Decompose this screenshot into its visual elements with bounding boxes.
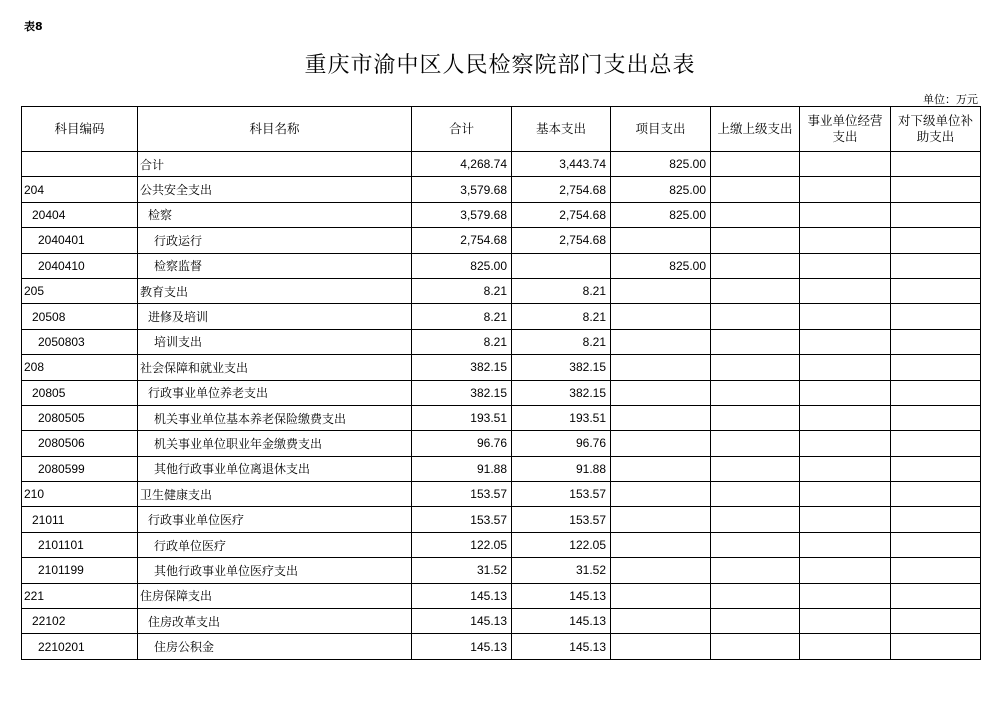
header-cell: 事业单位经营支出 bbox=[800, 107, 891, 152]
header-cell: 合计 bbox=[412, 107, 512, 152]
basic-expenditure-cell: 153.57 bbox=[512, 482, 611, 507]
basic-expenditure-cell: 3,443.74 bbox=[512, 152, 611, 177]
basic-expenditure-cell: 153.57 bbox=[512, 507, 611, 532]
subject-code-cell: 20508 bbox=[22, 304, 138, 329]
basic-expenditure-cell: 122.05 bbox=[512, 532, 611, 557]
basic-expenditure-cell: 8.21 bbox=[512, 278, 611, 303]
subject-name-cell: 检察监督 bbox=[138, 253, 412, 278]
upper-level-cell bbox=[711, 355, 800, 380]
project-expenditure-cell: 825.00 bbox=[611, 152, 711, 177]
subject-name-cell: 行政单位医疗 bbox=[138, 532, 412, 557]
table-row bbox=[22, 558, 981, 583]
table-row bbox=[22, 278, 981, 303]
business-operation-cell bbox=[800, 583, 891, 608]
total-cell: 2,754.68 bbox=[412, 228, 512, 253]
total-cell: 4,268.74 bbox=[412, 152, 512, 177]
subject-code-cell: 2040410 bbox=[22, 253, 138, 278]
business-operation-cell bbox=[800, 634, 891, 659]
table-row bbox=[22, 482, 981, 507]
subject-code-cell: 2080505 bbox=[22, 405, 138, 430]
total-cell: 153.57 bbox=[412, 482, 512, 507]
subsidy-cell bbox=[891, 431, 981, 456]
table-row bbox=[22, 253, 981, 278]
business-operation-cell bbox=[800, 329, 891, 354]
basic-expenditure-cell: 2,754.68 bbox=[512, 177, 611, 202]
subject-name-cell: 住房保障支出 bbox=[138, 583, 412, 608]
subject-name-cell: 行政事业单位医疗 bbox=[138, 507, 412, 532]
project-expenditure-cell bbox=[611, 507, 711, 532]
project-expenditure-cell bbox=[611, 532, 711, 557]
business-operation-cell bbox=[800, 431, 891, 456]
subject-code-cell: 2101199 bbox=[22, 558, 138, 583]
subject-name-cell: 进修及培训 bbox=[138, 304, 412, 329]
table-row bbox=[22, 532, 981, 557]
project-expenditure-cell bbox=[611, 228, 711, 253]
subject-code-cell: 221 bbox=[22, 583, 138, 608]
business-operation-cell bbox=[800, 405, 891, 430]
unit-label: 单位：万元 bbox=[923, 93, 978, 106]
project-expenditure-cell: 825.00 bbox=[611, 202, 711, 227]
total-cell: 145.13 bbox=[412, 634, 512, 659]
table-row bbox=[22, 456, 981, 481]
project-expenditure-cell bbox=[611, 355, 711, 380]
business-operation-cell bbox=[800, 507, 891, 532]
total-cell: 3,579.68 bbox=[412, 177, 512, 202]
business-operation-cell bbox=[800, 202, 891, 227]
project-expenditure-cell: 825.00 bbox=[611, 177, 711, 202]
upper-level-cell bbox=[711, 380, 800, 405]
project-expenditure-cell bbox=[611, 456, 711, 481]
table-row bbox=[22, 202, 981, 227]
project-expenditure-cell: 825.00 bbox=[611, 253, 711, 278]
subsidy-cell bbox=[891, 380, 981, 405]
upper-level-cell bbox=[711, 532, 800, 557]
subject-name-cell: 其他行政事业单位离退休支出 bbox=[138, 456, 412, 481]
business-operation-cell bbox=[800, 532, 891, 557]
project-expenditure-cell bbox=[611, 304, 711, 329]
business-operation-cell bbox=[800, 609, 891, 634]
subsidy-cell bbox=[891, 177, 981, 202]
table-row bbox=[22, 583, 981, 608]
basic-expenditure-cell bbox=[512, 253, 611, 278]
basic-expenditure-cell: 96.76 bbox=[512, 431, 611, 456]
subject-name-cell: 教育支出 bbox=[138, 278, 412, 303]
subsidy-cell bbox=[891, 482, 981, 507]
subject-code-cell: 2101101 bbox=[22, 532, 138, 557]
basic-expenditure-cell: 91.88 bbox=[512, 456, 611, 481]
total-cell: 8.21 bbox=[412, 304, 512, 329]
basic-expenditure-cell: 382.15 bbox=[512, 380, 611, 405]
subject-code-cell: 2040401 bbox=[22, 228, 138, 253]
subsidy-cell bbox=[891, 609, 981, 634]
business-operation-cell bbox=[800, 177, 891, 202]
subsidy-cell bbox=[891, 202, 981, 227]
subject-name-cell: 住房公积金 bbox=[138, 634, 412, 659]
project-expenditure-cell bbox=[611, 278, 711, 303]
upper-level-cell bbox=[711, 583, 800, 608]
subject-name-cell: 培训支出 bbox=[138, 329, 412, 354]
upper-level-cell bbox=[711, 278, 800, 303]
table-row bbox=[22, 634, 981, 659]
subsidy-cell bbox=[891, 405, 981, 430]
project-expenditure-cell bbox=[611, 380, 711, 405]
subject-code-cell: 21011 bbox=[22, 507, 138, 532]
business-operation-cell bbox=[800, 558, 891, 583]
subject-name-cell: 社会保障和就业支出 bbox=[138, 355, 412, 380]
subject-name-cell: 行政事业单位养老支出 bbox=[138, 380, 412, 405]
basic-expenditure-cell: 145.13 bbox=[512, 609, 611, 634]
total-cell: 3,579.68 bbox=[412, 202, 512, 227]
subsidy-cell bbox=[891, 304, 981, 329]
project-expenditure-cell bbox=[611, 609, 711, 634]
table-row bbox=[22, 228, 981, 253]
table-row bbox=[22, 355, 981, 380]
upper-level-cell bbox=[711, 329, 800, 354]
subject-code-cell: 2210201 bbox=[22, 634, 138, 659]
table-row bbox=[22, 507, 981, 532]
subject-code-cell: 205 bbox=[22, 278, 138, 303]
upper-level-cell bbox=[711, 456, 800, 481]
subsidy-cell bbox=[891, 253, 981, 278]
business-operation-cell bbox=[800, 380, 891, 405]
subject-code-cell: 2050803 bbox=[22, 329, 138, 354]
project-expenditure-cell bbox=[611, 634, 711, 659]
upper-level-cell bbox=[711, 152, 800, 177]
project-expenditure-cell bbox=[611, 431, 711, 456]
header-cell: 科目编码 bbox=[22, 107, 138, 152]
subsidy-cell bbox=[891, 558, 981, 583]
basic-expenditure-cell: 31.52 bbox=[512, 558, 611, 583]
subject-name-cell: 机关事业单位职业年金缴费支出 bbox=[138, 431, 412, 456]
basic-expenditure-cell: 2,754.68 bbox=[512, 228, 611, 253]
header-cell: 上缴上级支出 bbox=[711, 107, 800, 152]
business-operation-cell bbox=[800, 278, 891, 303]
total-cell: 145.13 bbox=[412, 583, 512, 608]
subject-code-cell: 20805 bbox=[22, 380, 138, 405]
upper-level-cell bbox=[711, 634, 800, 659]
total-cell: 382.15 bbox=[412, 355, 512, 380]
subject-name-cell: 公共安全支出 bbox=[138, 177, 412, 202]
subject-code-cell: 2080506 bbox=[22, 431, 138, 456]
business-operation-cell bbox=[800, 482, 891, 507]
upper-level-cell bbox=[711, 202, 800, 227]
total-cell: 382.15 bbox=[412, 380, 512, 405]
business-operation-cell bbox=[800, 456, 891, 481]
total-cell: 122.05 bbox=[412, 532, 512, 557]
upper-level-cell bbox=[711, 507, 800, 532]
project-expenditure-cell bbox=[611, 583, 711, 608]
subsidy-cell bbox=[891, 355, 981, 380]
total-cell: 153.57 bbox=[412, 507, 512, 532]
subject-code-cell: 20404 bbox=[22, 202, 138, 227]
upper-level-cell bbox=[711, 558, 800, 583]
subject-code-cell: 208 bbox=[22, 355, 138, 380]
basic-expenditure-cell: 8.21 bbox=[512, 304, 611, 329]
basic-expenditure-cell: 145.13 bbox=[512, 634, 611, 659]
subsidy-cell bbox=[891, 532, 981, 557]
subject-code-cell: 204 bbox=[22, 177, 138, 202]
subsidy-cell bbox=[891, 583, 981, 608]
table-row bbox=[22, 304, 981, 329]
total-cell: 96.76 bbox=[412, 431, 512, 456]
expenditure-table bbox=[21, 106, 981, 660]
total-cell: 8.21 bbox=[412, 278, 512, 303]
subject-name-cell: 卫生健康支出 bbox=[138, 482, 412, 507]
table-header-row bbox=[22, 107, 981, 152]
header-cell: 对下级单位补助支出 bbox=[891, 107, 981, 152]
table-row bbox=[22, 431, 981, 456]
basic-expenditure-cell: 8.21 bbox=[512, 329, 611, 354]
subject-code-cell: 2080599 bbox=[22, 456, 138, 481]
table-number-label: 表8 bbox=[24, 20, 43, 33]
project-expenditure-cell bbox=[611, 558, 711, 583]
upper-level-cell bbox=[711, 431, 800, 456]
business-operation-cell bbox=[800, 355, 891, 380]
upper-level-cell bbox=[711, 304, 800, 329]
basic-expenditure-cell: 145.13 bbox=[512, 583, 611, 608]
subject-name-cell: 机关事业单位基本养老保险缴费支出 bbox=[138, 405, 412, 430]
subject-code-cell bbox=[22, 152, 138, 177]
upper-level-cell bbox=[711, 177, 800, 202]
subject-name-cell: 行政运行 bbox=[138, 228, 412, 253]
header-cell: 项目支出 bbox=[611, 107, 711, 152]
basic-expenditure-cell: 2,754.68 bbox=[512, 202, 611, 227]
total-cell: 8.21 bbox=[412, 329, 512, 354]
page-title: 重庆市渝中区人民检察院部门支出总表 bbox=[304, 53, 696, 78]
subsidy-cell bbox=[891, 278, 981, 303]
business-operation-cell bbox=[800, 152, 891, 177]
table-row bbox=[22, 380, 981, 405]
subject-code-cell: 22102 bbox=[22, 609, 138, 634]
business-operation-cell bbox=[800, 253, 891, 278]
business-operation-cell bbox=[800, 228, 891, 253]
header-cell: 科目名称 bbox=[138, 107, 412, 152]
header-cell: 基本支出 bbox=[512, 107, 611, 152]
subject-name-cell: 其他行政事业单位医疗支出 bbox=[138, 558, 412, 583]
project-expenditure-cell bbox=[611, 405, 711, 430]
table-row bbox=[22, 177, 981, 202]
subsidy-cell bbox=[891, 456, 981, 481]
table-row bbox=[22, 405, 981, 430]
upper-level-cell bbox=[711, 482, 800, 507]
subsidy-cell bbox=[891, 507, 981, 532]
project-expenditure-cell bbox=[611, 482, 711, 507]
basic-expenditure-cell: 193.51 bbox=[512, 405, 611, 430]
upper-level-cell bbox=[711, 253, 800, 278]
table-row bbox=[22, 152, 981, 177]
subject-name-cell: 合计 bbox=[138, 152, 412, 177]
table-row bbox=[22, 609, 981, 634]
upper-level-cell bbox=[711, 405, 800, 430]
subject-name-cell: 检察 bbox=[138, 202, 412, 227]
upper-level-cell bbox=[711, 609, 800, 634]
total-cell: 31.52 bbox=[412, 558, 512, 583]
basic-expenditure-cell: 382.15 bbox=[512, 355, 611, 380]
project-expenditure-cell bbox=[611, 329, 711, 354]
business-operation-cell bbox=[800, 304, 891, 329]
subsidy-cell bbox=[891, 634, 981, 659]
upper-level-cell bbox=[711, 228, 800, 253]
total-cell: 193.51 bbox=[412, 405, 512, 430]
total-cell: 91.88 bbox=[412, 456, 512, 481]
subsidy-cell bbox=[891, 329, 981, 354]
subject-code-cell: 210 bbox=[22, 482, 138, 507]
subsidy-cell bbox=[891, 228, 981, 253]
table-row bbox=[22, 329, 981, 354]
total-cell: 145.13 bbox=[412, 609, 512, 634]
subject-name-cell: 住房改革支出 bbox=[138, 609, 412, 634]
subsidy-cell bbox=[891, 152, 981, 177]
total-cell: 825.00 bbox=[412, 253, 512, 278]
